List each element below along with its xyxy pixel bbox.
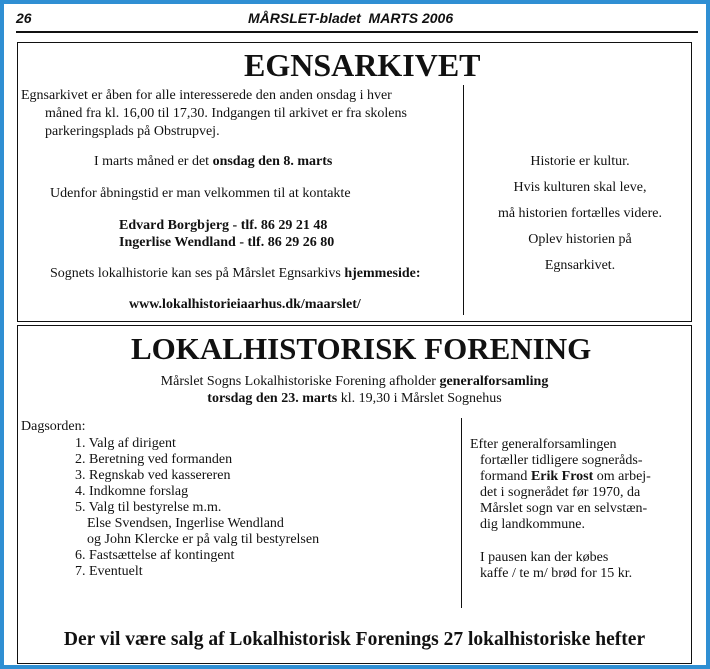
side-line-2: Hvis kulturen skal leve, <box>513 180 647 195</box>
newsletter-page <box>4 4 706 665</box>
agenda-item-7: 7. Eventuelt <box>75 564 143 579</box>
intro-line-3: parkeringsplads på Obstrupvej. <box>45 124 220 139</box>
contact-wendland: Ingerlise Wendland - tlf. 86 29 26 80 <box>119 235 335 250</box>
archive-url[interactable]: www.lokalhistorieiaarhus.dk/maarslet/ <box>129 297 361 312</box>
pause-line-2: kaffe / te m/ brød for 15 kr. <box>480 566 633 581</box>
egnsarkivet-divider <box>463 85 464 315</box>
intro-line-2: måned fra kl. 16,00 til 17,30. Indgangen til arkivet er fra skolens <box>45 106 407 121</box>
lecturer-name: Erik Frost <box>530 469 594 484</box>
history-bold: hjemmeside: <box>344 266 421 281</box>
date-line <box>18 390 691 408</box>
lecture-line-1: Efter generalforsamlingen <box>470 437 617 452</box>
side-line-5: Egnsarkivet. <box>544 258 616 273</box>
page-header <box>16 10 698 30</box>
forening-title: LOKALHISTORISK FORENING <box>131 331 592 366</box>
lecture-post: om arbej- <box>593 469 651 484</box>
contact-borgbjerg: Edvard Borgbjerg - tlf. 86 29 21 48 <box>119 218 328 233</box>
side-line-3: må historien fortælles videre. <box>497 206 663 221</box>
egnsarkivet-title: EGNSARKIVET <box>244 47 481 83</box>
forening-divider <box>461 418 462 608</box>
lecture-line-3 <box>480 469 651 485</box>
agenda-item-6: 6. Fastsættelse af kontingent <box>75 548 235 563</box>
history-line <box>50 265 421 283</box>
agenda-item-5-detail-2: og John Klercke er på valg til bestyrelsen <box>87 532 320 547</box>
march-date: onsdag den 8. marts <box>212 154 333 169</box>
intro-line-1: Egnsarkivet er åben for alle interesserede den anden onsdag i hver <box>21 88 392 103</box>
header-rule <box>16 31 698 33</box>
lecture-pre: formand <box>480 469 531 484</box>
agenda-item-5-detail-1: Else Svendsen, Ingerlise Wendland <box>87 516 284 531</box>
agenda-item-3: 3. Regnskab ved kassereren <box>75 468 231 483</box>
agenda-item-4: 4. Indkomne forslag <box>75 484 189 499</box>
meeting-bold: generalforsamling <box>439 374 549 389</box>
contact-text: Udenfor åbningstid er man velkommen til at kontakte <box>50 186 351 201</box>
agenda-item-5: 5. Valg til bestyrelse m.m. <box>75 500 222 515</box>
publication-title: MÅRSLET-bladet MARTS 2006 <box>248 10 454 26</box>
egnsarkivet-side-text <box>470 149 690 279</box>
lecture-line-6: dig landkommune. <box>480 517 585 532</box>
meeting-date: torsdag den 23. marts <box>207 391 338 406</box>
march-prefix: I marts måned er det <box>94 154 213 169</box>
egnsarkivet-box <box>17 42 692 322</box>
agenda-item-2: 2. Beretning ved formanden <box>75 452 233 467</box>
history-prefix: Sognets lokalhistorie kan ses på Mårslet Egnsarkivs <box>50 266 345 281</box>
side-line-4: Oplev historien på <box>528 232 632 247</box>
page-number: 26 <box>16 10 32 26</box>
lecture-line-5: Mårslet sogn var en selvstæn- <box>480 501 648 516</box>
agenda-title: Dagsorden: <box>21 419 86 434</box>
meeting-line <box>18 373 691 391</box>
lecture-line-4: det i sognerådet før 1970, da <box>480 485 641 500</box>
march-line <box>94 153 332 171</box>
lecture-line-2: fortæller tidligere sogneråds- <box>480 453 643 468</box>
meeting-place: kl. 19,30 i Mårslet Sognehus <box>337 391 502 406</box>
meeting-prefix: Mårslet Sogns Lokalhistoriske Forening afholder <box>160 374 440 389</box>
agenda-item-1: 1. Valg af dirigent <box>75 436 176 451</box>
pause-line-1: I pausen kan der købes <box>480 550 609 565</box>
sale-notice: Der vil være salg af Lokalhistorisk Forenings 27 lokalhistoriske hefter <box>63 629 646 650</box>
side-line-1: Historie er kultur. <box>530 154 630 169</box>
forening-box <box>17 325 692 664</box>
